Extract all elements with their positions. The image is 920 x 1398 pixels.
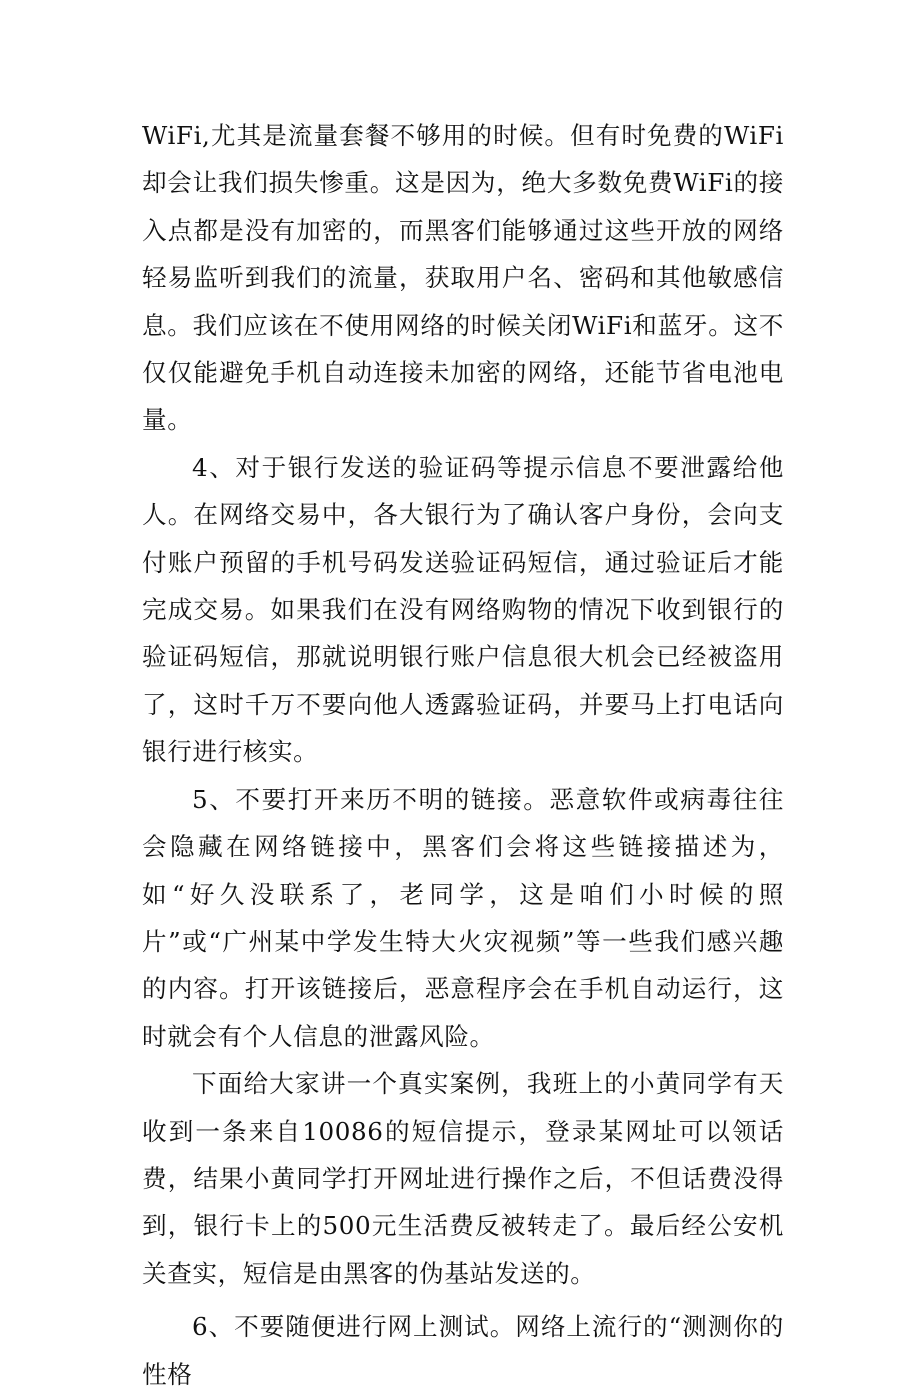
paragraph-wifi-risk: WiFi,尤其是流量套餐不够用的时候。但有时免费的WiFi却会让我们损失惨重。这是因为，绝大多数免费WiFi的接入点都是没有加密的，而黑客们能够通过这些开放的网络轻易监听到我们的流量，获取用户名、密码和其他敏感信息。我们应该在不使用网络的时候关闭WiFi和蓝牙。这不仅仅能避免手机自动连接未加密的网络，还能节省电池电量。 xyxy=(142,121,784,435)
paragraph-real-case: 下面给大家讲一个真实案例，我班上的小黄同学有天收到一条来自10086的短信提示，登录某网址可以领话费，结果小黄同学打开网址进行操作之后，不但话费没得到，银行卡上的500元生活费反被转走了。最后经公安机关查实，短信是由黑客的伪基站发送的。 xyxy=(142,1069,784,1288)
paragraph-unknown-links: 5、不要打开来历不明的链接。恶意软件或病毒往往会隐藏在网络链接中，黑客们会将这些链接描述为，如“好久没联系了，老同学，这是咱们小时候的照片”或“广州某中学发生特大火灾视频”等一些我们感兴趣的内容。打开该链接后，恶意程序会在手机自动运行，这时就会有个人信息的泄露风险。 xyxy=(142,784,784,1051)
paragraph-bank-verification-code: 4、对于银行发送的验证码等提示信息不要泄露给他人。在网络交易中，各大银行为了确认客户身份，会向支付账户预留的手机号码发送验证码短信，通过验证后才能完成交易。如果我们在没有网络购物的情况下收到银行的验证码短信，那就说明银行账户信息很大机会已经被盗用了，这时千万不要向他人透露验证码，并要马上打电话向银行进行核实。 xyxy=(142,452,784,767)
document-body xyxy=(142,112,784,1398)
paragraph-online-tests: 6、不要随便进行网上测试。网络上流行的“测测你的性格 xyxy=(142,1312,784,1389)
